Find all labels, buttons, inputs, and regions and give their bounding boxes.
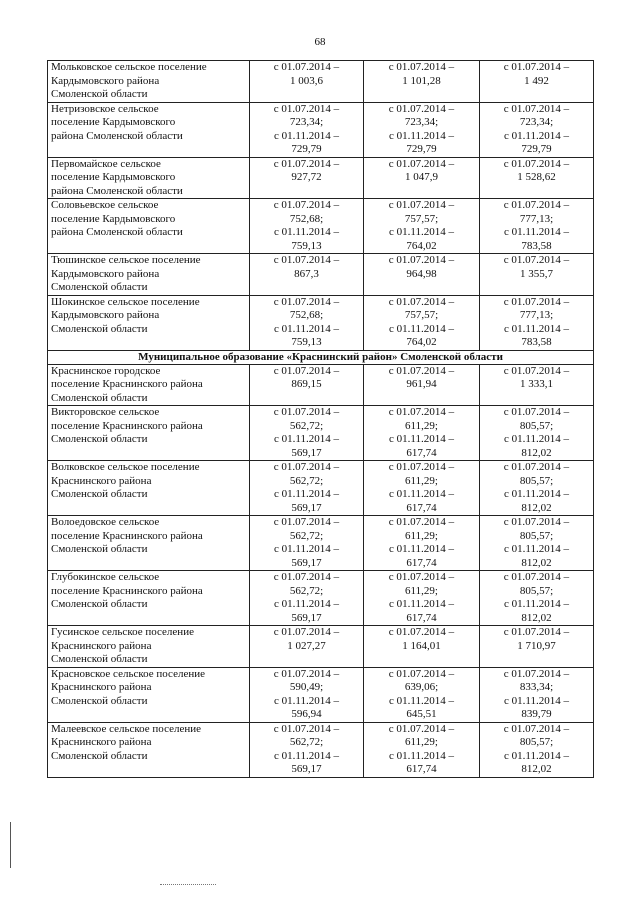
tariff-col-1 — [250, 626, 364, 668]
tariff-col-2-line: с 01.07.2014 – — [388, 157, 455, 170]
tariff-col-1-line: с 01.11.2014 – — [274, 226, 339, 238]
tariff-col-3 — [480, 722, 594, 777]
tariff-col-3-line: 812,02 — [521, 763, 552, 775]
settlement-name-line: Викторовское сельское — [51, 406, 160, 418]
tariff-col-2-line: с 01.07.2014 – — [388, 722, 455, 735]
tariff-col-3-line: с 01.11.2014 – — [504, 488, 569, 500]
tariff-col-2-line: 617,74 — [406, 501, 437, 514]
settlement-name — [48, 516, 250, 571]
tariff-col-3-line: 812,02 — [521, 501, 552, 514]
tariff-col-2-line: с 01.07.2014 – — [388, 102, 455, 115]
tariff-col-1-line: 569,17 — [291, 611, 322, 624]
settlement-name-line: Красновское сельское поселение — [51, 667, 205, 680]
tariff-col-1 — [250, 199, 364, 254]
tariff-col-2-line: 729,79 — [406, 143, 437, 155]
tariff-col-2-line: 1 164,01 — [402, 639, 441, 652]
tariff-col-2-line: с 01.11.2014 – — [389, 598, 454, 610]
tariff-col-3-line: 783,58 — [521, 336, 552, 348]
settlement-name — [48, 571, 250, 626]
tariff-col-2-line: с 01.07.2014 – — [388, 295, 455, 308]
tariff-col-2-line: с 01.11.2014 – — [389, 129, 454, 142]
settlement-name-line: Смоленской области — [51, 322, 148, 335]
tariff-col-1-line: с 01.07.2014 – — [273, 516, 340, 528]
tariff-col-3-line: 833,34; — [519, 681, 554, 693]
tariff-col-3-line: с 01.11.2014 – — [504, 543, 569, 555]
tariff-col-3-line: с 01.11.2014 – — [504, 129, 569, 142]
table-body — [48, 61, 594, 778]
tariff-col-2-line: 961,94 — [406, 378, 437, 390]
settlement-name-line: Кардымовского района — [51, 267, 160, 280]
tariff-col-3-line: с 01.07.2014 – — [503, 516, 570, 528]
settlement-name-line: Краснинского района — [51, 681, 152, 693]
table-row — [48, 364, 594, 406]
tariff-col-2 — [364, 157, 480, 199]
tariff-col-1-line: с 01.11.2014 – — [274, 488, 339, 500]
tariff-col-1-line: 562,72; — [289, 474, 324, 487]
tariff-col-1 — [250, 406, 364, 461]
tariff-col-1-line: с 01.11.2014 – — [274, 322, 339, 335]
tariff-col-2 — [364, 199, 480, 254]
tariff-col-3 — [480, 406, 594, 461]
tariff-col-1 — [250, 364, 364, 406]
tariff-col-3-line: с 01.07.2014 – — [503, 571, 570, 583]
settlement-name-line: Волковское сельское поселение — [51, 461, 200, 473]
tariff-col-1-line: с 01.07.2014 – — [273, 626, 340, 638]
tariff-col-3-line: с 01.11.2014 – — [504, 694, 569, 707]
tariff-col-1 — [250, 102, 364, 157]
tariff-col-3-line: 805,57; — [519, 529, 554, 542]
table-row — [48, 461, 594, 516]
tariff-col-1-line: 596,94 — [291, 708, 322, 720]
settlement-name-line: поселение Краснинского района — [51, 378, 203, 390]
tariff-col-1-line: 927,72 — [291, 171, 322, 183]
tariff-col-3-line: с 01.07.2014 – — [503, 102, 570, 115]
settlement-name — [48, 406, 250, 461]
settlement-name-line: Шокинское сельское поселение — [51, 295, 200, 308]
tariff-col-3-line: 839,79 — [521, 708, 552, 720]
tariff-col-3-line: 805,57; — [519, 474, 554, 487]
tariff-col-2 — [364, 722, 480, 777]
settlement-name-line: Нетризовское сельское — [51, 102, 159, 115]
tariff-col-1 — [250, 461, 364, 516]
tariff-col-1-line: 569,17 — [291, 446, 322, 459]
tariff-col-2-line: с 01.07.2014 – — [388, 461, 455, 473]
tariff-col-2-line: с 01.11.2014 – — [389, 749, 454, 762]
tariff-col-1-line: 752,68; — [289, 309, 324, 321]
tariff-col-3 — [480, 157, 594, 199]
table-row — [48, 571, 594, 626]
tariff-col-1-line: 729,79 — [291, 143, 322, 155]
tariff-col-3-line: 812,02 — [521, 446, 552, 459]
settlement-name-line: Смоленской области — [51, 653, 148, 665]
tariff-col-2-line: 617,74 — [406, 611, 437, 624]
tariff-col-3 — [480, 516, 594, 571]
tariff-col-1-line: 1 027,27 — [287, 639, 326, 652]
tariff-col-1 — [250, 254, 364, 296]
tariff-col-3 — [480, 626, 594, 668]
tariff-col-1-line: с 01.07.2014 – — [273, 722, 340, 735]
tariff-col-1-line: с 01.11.2014 – — [274, 433, 339, 445]
tariff-col-3 — [480, 254, 594, 296]
tariff-col-3-line: с 01.07.2014 – — [503, 157, 570, 170]
tariff-col-3-line: с 01.07.2014 – — [503, 254, 570, 266]
tariff-col-2-line: 1 047,9 — [405, 171, 438, 183]
tariff-col-2-line: 645,51 — [406, 708, 437, 720]
tariff-col-2 — [364, 626, 480, 668]
tariff-col-2-line: 617,74 — [406, 446, 437, 459]
settlement-name-line: Смоленской области — [51, 391, 148, 404]
tariff-col-1-line: 752,68; — [289, 212, 324, 225]
settlement-name — [48, 199, 250, 254]
tariff-col-2-line: 757,57; — [404, 309, 439, 321]
tariff-col-2-line: с 01.11.2014 – — [389, 488, 454, 500]
tariff-col-3 — [480, 102, 594, 157]
tariff-col-3 — [480, 461, 594, 516]
settlement-name — [48, 295, 250, 350]
tariff-col-2-line: 617,74 — [406, 763, 437, 775]
tariff-col-1 — [250, 295, 364, 350]
settlement-name-line: Краснинского района — [51, 474, 152, 487]
tariff-col-1 — [250, 157, 364, 199]
table-row — [48, 667, 594, 722]
settlement-name — [48, 157, 250, 199]
tariff-col-3-line: 1 528,62 — [517, 171, 556, 183]
settlement-name-line: района Смоленской области — [51, 129, 183, 142]
settlement-name-line: Малеевское сельское поселение — [51, 722, 202, 735]
tariff-col-1-line: 723,34; — [289, 116, 324, 128]
settlement-name — [48, 102, 250, 157]
table-row — [48, 722, 594, 777]
tariff-col-2-line: 639,06; — [404, 681, 439, 693]
settlement-name-line: Соловьевское сельское — [51, 199, 159, 211]
tariff-col-2-line: с 01.07.2014 – — [388, 254, 455, 266]
table-row — [48, 254, 594, 296]
tariff-col-2-line: 611,29; — [405, 736, 438, 748]
tariff-col-3-line: с 01.11.2014 – — [504, 226, 569, 238]
tariff-col-3-line: 1 355,7 — [520, 267, 553, 280]
tariff-col-1-line: 759,13 — [291, 336, 322, 348]
tariff-table — [47, 60, 594, 778]
settlement-name — [48, 722, 250, 777]
tariff-col-1-line: 867,3 — [294, 267, 319, 280]
tariff-col-3 — [480, 199, 594, 254]
tariff-col-3-line: 777,13; — [519, 212, 554, 225]
tariff-col-3-line: с 01.11.2014 – — [504, 322, 569, 335]
settlement-name-line: Смоленской области — [51, 433, 148, 445]
tariff-col-3-line: с 01.07.2014 – — [503, 626, 570, 638]
tariff-col-2-line: 611,29; — [405, 529, 438, 542]
tariff-col-1-line: с 01.11.2014 – — [274, 598, 339, 610]
tariff-col-1-line: 590,49; — [289, 681, 324, 693]
tariff-col-3 — [480, 364, 594, 406]
tariff-col-3-line: 1 492 — [524, 74, 549, 87]
tariff-col-3-line: с 01.07.2014 – — [503, 295, 570, 308]
tariff-col-2-line: 1 101,28 — [402, 74, 441, 87]
tariff-col-2-line: с 01.07.2014 – — [388, 406, 455, 418]
settlement-name-line: Краснинского района — [51, 639, 152, 652]
tariff-col-1-line: с 01.07.2014 – — [273, 199, 340, 211]
tariff-col-2 — [364, 571, 480, 626]
tariff-col-2-line: с 01.07.2014 – — [388, 61, 455, 73]
tariff-col-1 — [250, 571, 364, 626]
settlement-name-line: Смоленской области — [51, 694, 148, 707]
settlement-name-line: Смоленской области — [51, 488, 148, 500]
tariff-col-3-line: 777,13; — [519, 309, 554, 321]
tariff-col-1 — [250, 61, 364, 103]
tariff-col-1-line: с 01.07.2014 – — [273, 295, 340, 308]
tariff-col-2 — [364, 406, 480, 461]
settlement-name-line: Волоедовское сельское — [51, 516, 160, 528]
tariff-col-3-line: с 01.07.2014 – — [503, 406, 570, 418]
tariff-col-3-line: 812,02 — [521, 556, 552, 569]
settlement-name — [48, 364, 250, 406]
scan-mark — [160, 884, 216, 885]
settlement-name-line: Смоленской области — [51, 543, 148, 555]
table-row — [48, 199, 594, 254]
tariff-col-1-line: 569,17 — [291, 556, 322, 569]
tariff-col-3-line: 783,58 — [521, 239, 552, 252]
settlement-name-line: Краснинское городское — [51, 364, 161, 377]
tariff-col-2-line: 964,98 — [406, 267, 437, 280]
tariff-col-1-line: с 01.07.2014 – — [273, 571, 340, 583]
settlement-name-line: поселение Краснинского района — [51, 584, 203, 597]
tariff-col-2-line: 617,74 — [406, 556, 437, 569]
table-row — [48, 102, 594, 157]
tariff-col-2-line: с 01.07.2014 – — [388, 364, 455, 377]
table-row — [48, 626, 594, 668]
settlement-name-line: Тюшинское сельское поселение — [51, 254, 201, 266]
tariff-col-3-line: с 01.07.2014 – — [503, 364, 570, 377]
tariff-col-2-line: с 01.07.2014 – — [388, 516, 455, 528]
tariff-col-3-line: с 01.07.2014 – — [503, 461, 570, 473]
tariff-col-2-line: 764,02 — [406, 239, 437, 252]
margin-mark — [10, 822, 11, 868]
table-row — [48, 61, 594, 103]
tariff-col-3 — [480, 295, 594, 350]
tariff-col-1-line: 569,17 — [291, 501, 322, 514]
tariff-col-1-line: с 01.07.2014 – — [273, 406, 340, 418]
tariff-col-2 — [364, 61, 480, 103]
settlement-name-line: Глубокинское сельское — [51, 571, 160, 583]
settlement-name-line: района Смоленской области — [51, 226, 183, 238]
section-title: Муниципальное образование «Краснинский район» Смоленской области — [48, 350, 594, 364]
page-number: 68 — [314, 36, 326, 48]
settlement-name — [48, 626, 250, 668]
settlement-name — [48, 61, 250, 103]
settlement-name-line: Мольковское сельское поселение — [51, 61, 207, 73]
tariff-col-3-line: 805,57; — [519, 736, 554, 748]
tariff-col-3-line: с 01.11.2014 – — [504, 433, 569, 445]
tariff-col-3-line: 805,57; — [519, 584, 554, 597]
settlement-name-line: Кардымовского района — [51, 309, 160, 321]
tariff-col-2 — [364, 516, 480, 571]
tariff-col-1-line: 562,72; — [289, 419, 324, 432]
settlement-name-line: Краснинского района — [51, 736, 152, 748]
tariff-col-1-line: с 01.07.2014 – — [273, 254, 340, 266]
tariff-col-3-line: 805,57; — [519, 419, 554, 432]
tariff-col-1 — [250, 722, 364, 777]
settlement-name-line: Первомайское сельское — [51, 157, 161, 170]
settlement-name-line: Смоленской области — [51, 598, 148, 610]
settlement-name-line: поселение Кардымовского — [51, 212, 176, 225]
tariff-col-2-line: 611,29; — [405, 419, 438, 432]
table-row — [48, 295, 594, 350]
tariff-col-1-line: с 01.11.2014 – — [274, 749, 339, 762]
table-row — [48, 516, 594, 571]
tariff-col-2-line: с 01.07.2014 – — [388, 199, 455, 211]
tariff-col-1-line: 869,15 — [291, 378, 322, 390]
settlement-name-line: поселение Краснинского района — [51, 529, 203, 542]
tariff-col-2-line: 611,29; — [405, 584, 438, 597]
tariff-col-3-line: 812,02 — [521, 611, 552, 624]
table-row — [48, 157, 594, 199]
settlement-name-line: Кардымовского района — [51, 74, 160, 87]
settlement-name-line: поселение Краснинского района — [51, 419, 203, 432]
tariff-col-3-line: 1 333,1 — [520, 378, 553, 390]
tariff-col-3 — [480, 571, 594, 626]
settlement-name-line: Гусинское сельское поселение — [51, 626, 194, 638]
tariff-col-3-line: с 01.07.2014 – — [503, 722, 570, 735]
settlement-name-line: Смоленской области — [51, 281, 148, 293]
tariff-col-2 — [364, 295, 480, 350]
tariff-col-3 — [480, 667, 594, 722]
tariff-col-3-line: 1 710,97 — [517, 639, 556, 652]
tariff-col-3 — [480, 61, 594, 103]
tariff-col-2 — [364, 254, 480, 296]
tariff-col-3-line: с 01.07.2014 – — [503, 667, 570, 680]
tariff-col-2 — [364, 461, 480, 516]
tariff-col-1-line: 562,72; — [289, 529, 324, 542]
settlement-name-line: района Смоленской области — [51, 184, 183, 197]
section-row — [48, 350, 594, 364]
tariff-col-2 — [364, 667, 480, 722]
tariff-col-1-line: с 01.07.2014 – — [273, 461, 340, 473]
tariff-col-2-line: 757,57; — [404, 212, 439, 225]
tariff-col-2-line: с 01.11.2014 – — [389, 226, 454, 238]
tariff-col-2-line: с 01.11.2014 – — [389, 694, 454, 707]
tariff-col-1-line: с 01.07.2014 – — [273, 61, 340, 73]
tariff-col-1 — [250, 667, 364, 722]
tariff-col-2-line: 723,34; — [404, 116, 439, 128]
settlement-name — [48, 667, 250, 722]
settlement-name-line: поселение Кардымовского — [51, 116, 176, 128]
tariff-col-3-line: с 01.07.2014 – — [503, 199, 570, 211]
settlement-name-line: поселение Кардымовского — [51, 171, 176, 183]
settlement-name — [48, 461, 250, 516]
tariff-col-3-line: с 01.11.2014 – — [504, 598, 569, 610]
tariff-col-2 — [364, 102, 480, 157]
tariff-col-1-line: с 01.07.2014 – — [273, 157, 340, 170]
tariff-col-2 — [364, 364, 480, 406]
settlement-name-line: Смоленской области — [51, 749, 148, 762]
tariff-col-2-line: с 01.11.2014 – — [389, 433, 454, 445]
tariff-col-1-line: с 01.07.2014 – — [273, 667, 340, 680]
tariff-col-1-line: с 01.11.2014 – — [274, 129, 339, 142]
settlement-name — [48, 254, 250, 296]
table-row — [48, 406, 594, 461]
tariff-col-1-line: с 01.11.2014 – — [274, 543, 339, 555]
tariff-col-3-line: с 01.07.2014 – — [503, 61, 570, 73]
tariff-col-2-line: с 01.07.2014 – — [388, 667, 455, 680]
tariff-col-1-line: 1 003,6 — [290, 74, 323, 87]
tariff-col-1-line: 759,13 — [291, 239, 322, 252]
tariff-col-3-line: с 01.11.2014 – — [504, 749, 569, 762]
tariff-col-2-line: с 01.11.2014 – — [389, 543, 454, 555]
tariff-col-1 — [250, 516, 364, 571]
tariff-col-2-line: 764,02 — [406, 336, 437, 348]
tariff-col-1-line: с 01.07.2014 – — [273, 102, 340, 115]
tariff-col-3-line: 723,34; — [519, 116, 554, 128]
tariff-col-1-line: 562,72; — [289, 584, 324, 597]
tariff-col-1-line: с 01.11.2014 – — [274, 694, 339, 707]
tariff-col-2-line: с 01.07.2014 – — [388, 571, 455, 583]
tariff-col-1-line: 562,72; — [289, 736, 324, 748]
tariff-col-2-line: с 01.07.2014 – — [388, 626, 455, 638]
tariff-col-3-line: 729,79 — [521, 143, 552, 155]
settlement-name-line: Смоленской области — [51, 88, 148, 100]
tariff-col-1-line: с 01.07.2014 – — [273, 364, 340, 377]
tariff-col-1-line: 569,17 — [291, 763, 322, 775]
tariff-col-2-line: 611,29; — [405, 474, 438, 487]
tariff-col-2-line: с 01.11.2014 – — [389, 322, 454, 335]
